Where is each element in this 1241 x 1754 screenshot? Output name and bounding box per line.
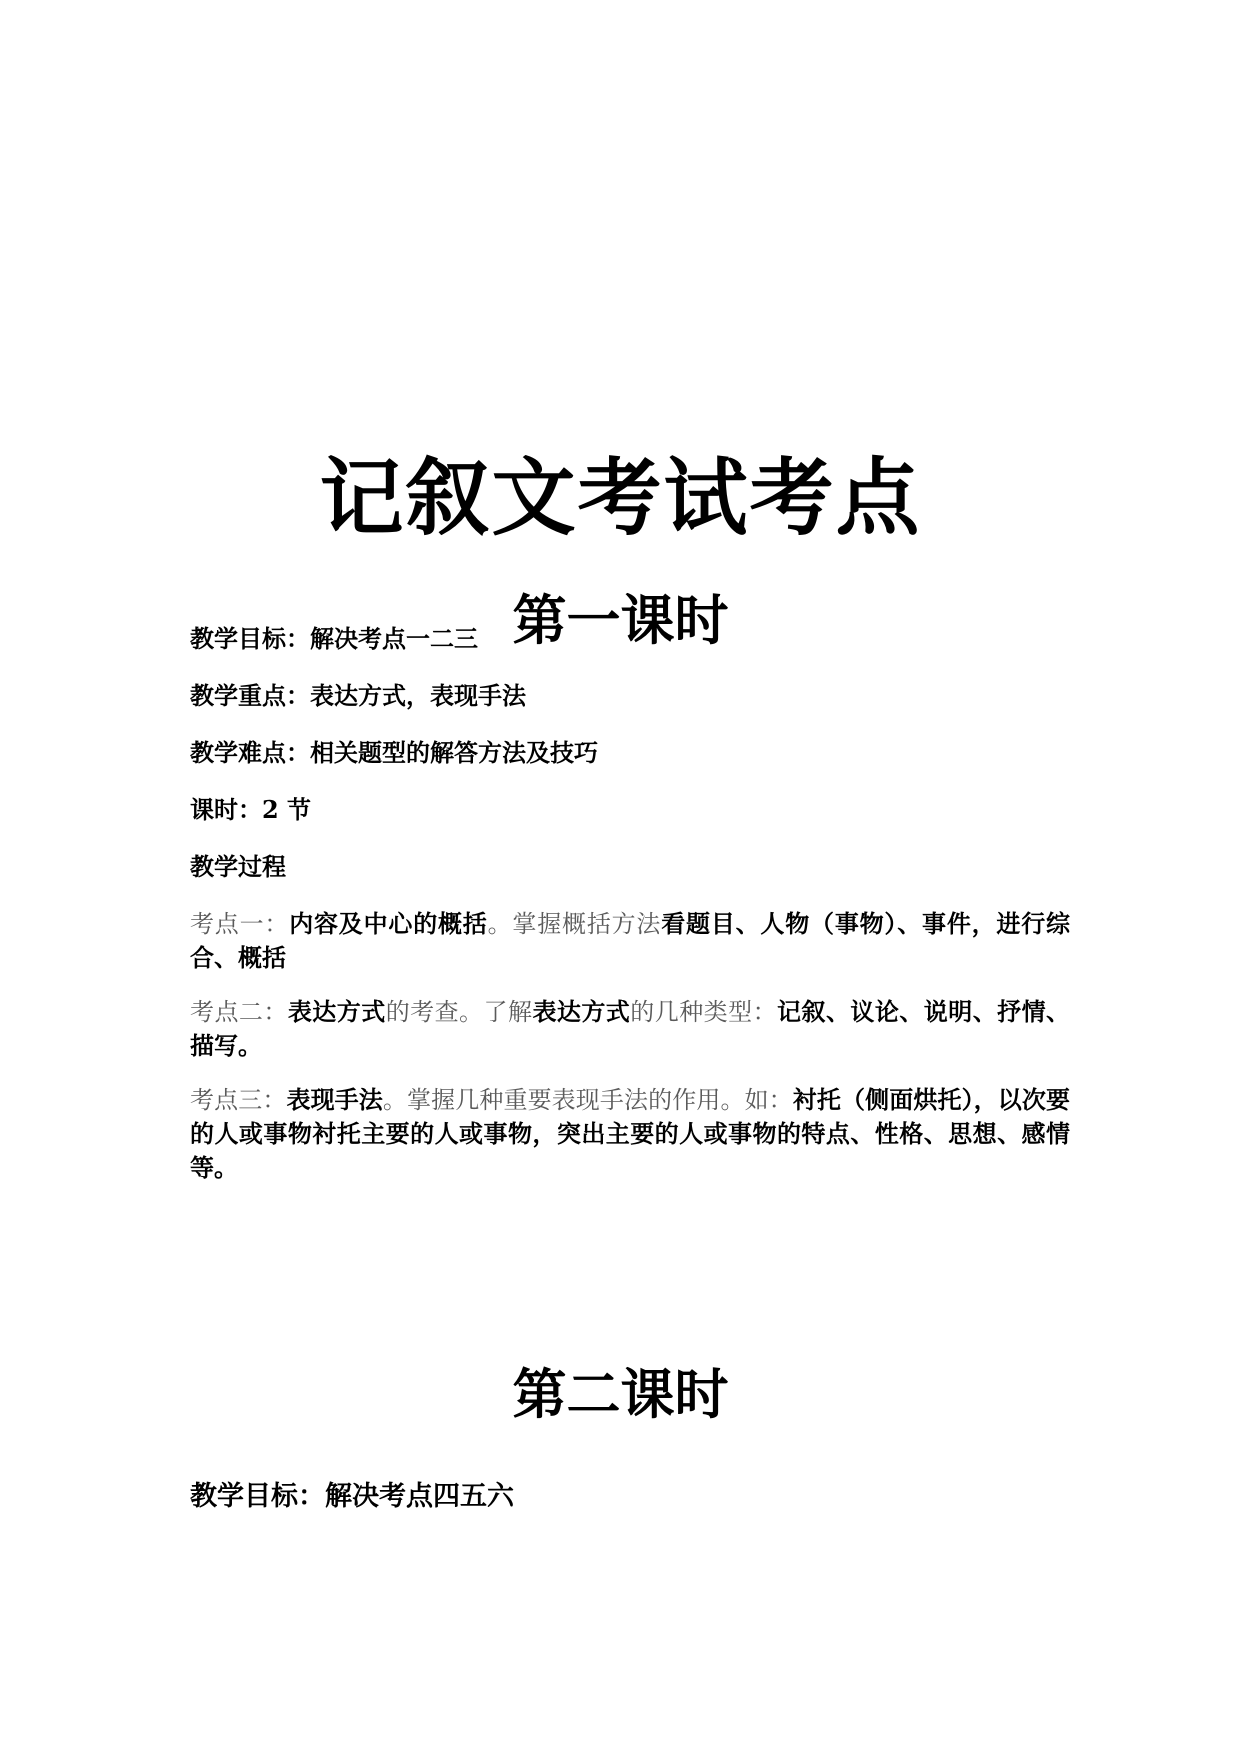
point-one-content: 看题目、人物（事物）、事件，进行综合、概括 (190, 909, 1071, 972)
exam-point-three (190, 1083, 1070, 1185)
lesson-one-heading: 第一课时 (512, 588, 729, 652)
point-three-topic: 表现手法 (286, 1085, 383, 1114)
point-one-topic: 内容及中心的概括 (289, 909, 488, 938)
lesson-two-heading: 第二课时 (512, 1362, 729, 1426)
point-two-content: 记叙、议论、说明、抒情、描写。 (190, 997, 1071, 1060)
point-three-mid: 。掌握几种重要表现手法的作用。如： (382, 1086, 793, 1114)
point-three-label: 考点三： (190, 1086, 287, 1114)
teaching-process: 教学过程 (190, 852, 286, 881)
lesson-two-goal: 教学目标：解决考点四五六 (190, 1481, 514, 1512)
exam-point-one (190, 907, 1070, 975)
teaching-goal: 教学目标：解决考点一二三 (190, 624, 478, 653)
point-two-mid2: 的几种类型： (630, 998, 778, 1026)
point-one-hint: 掌握概括方法 (512, 910, 662, 938)
teaching-difficulty: 教学难点：相关题型的解答方法及技巧 (190, 738, 598, 767)
document-title: 记叙文考试考点 (319, 448, 922, 547)
point-one-sep: 。 (487, 910, 513, 938)
point-two-topic: 表达方式 (287, 997, 386, 1026)
point-one-label: 考点一： (190, 910, 290, 938)
teaching-focus: 教学重点：表达方式，表现手法 (190, 681, 526, 710)
point-two-label: 考点二： (190, 998, 288, 1026)
point-two-topic2: 表达方式 (532, 997, 631, 1026)
exam-point-two (190, 995, 1070, 1063)
class-hours: 课时：2 节 (190, 795, 312, 824)
point-three-content: 衬托（侧面烘托），以次要的人或事物衬托主要的人或事物，突出主要的人或事物的特点、性格、思想、感情等。 (190, 1085, 1071, 1182)
point-two-mid1: 的考查。了解 (385, 998, 533, 1026)
